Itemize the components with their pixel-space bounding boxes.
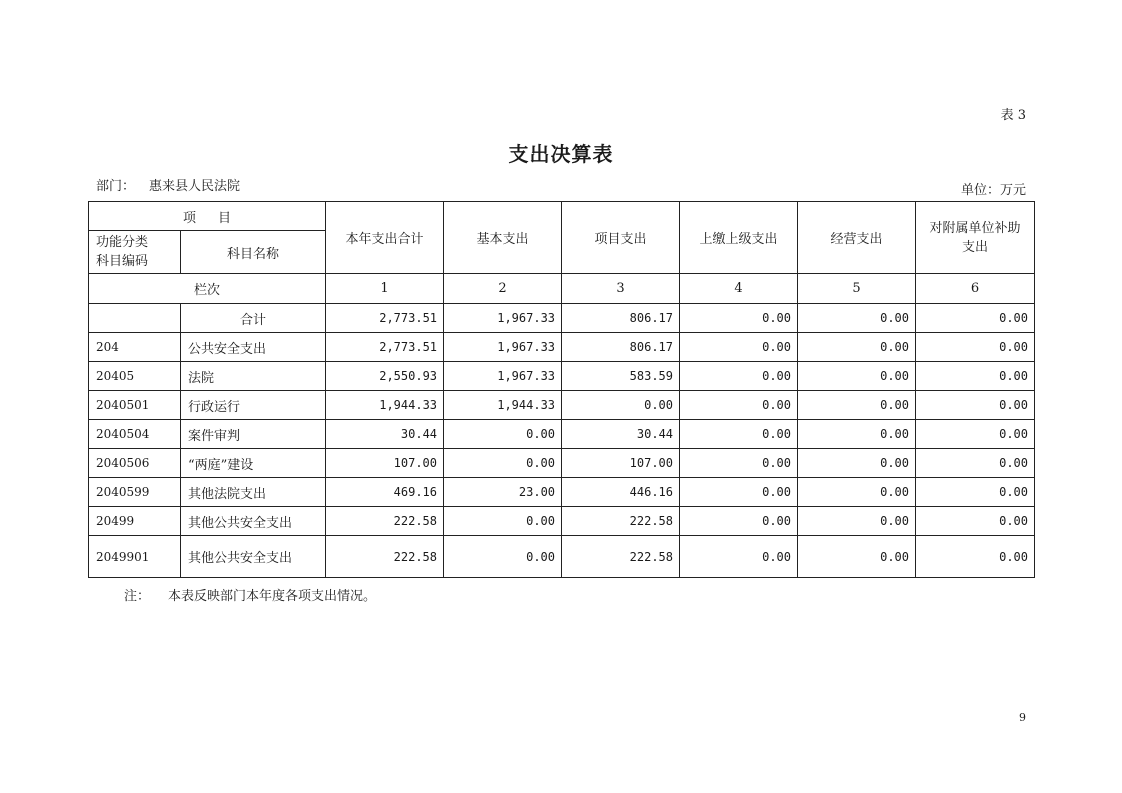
row-code: 2040506 [89,449,181,478]
column-number-1: 1 [326,274,444,304]
header-subject-name: 科目名称 [181,231,326,274]
row-subsidy: 0.00 [916,362,1035,391]
column-number-2: 2 [444,274,562,304]
row-name: 其他法院支出 [181,478,326,507]
row-operating: 0.00 [798,420,916,449]
row-name: 法院 [181,362,326,391]
header-func-code-line2: 科目编码 [96,254,149,269]
row-total: 107.00 [326,449,444,478]
row-operating: 0.00 [798,362,916,391]
header-operating: 经营支出 [798,202,916,274]
note-text: 本表反映部门本年度各项支出情况。 [168,589,377,604]
row-project: 806.17 [562,333,680,362]
total-row-operating: 0.00 [798,304,916,333]
row-project: 107.00 [562,449,680,478]
table-row [89,478,1035,507]
row-project: 30.44 [562,420,680,449]
row-basic: 0.00 [444,536,562,578]
column-number-3: 3 [562,274,680,304]
table-row [89,391,1035,420]
row-name: “两庭”建设 [181,449,326,478]
row-upper: 0.00 [680,449,798,478]
header-project: 项目支出 [562,202,680,274]
table-row [89,507,1035,536]
table-note [124,585,376,604]
header-item: 项目 [89,202,326,231]
row-operating: 0.00 [798,507,916,536]
column-number-6: 6 [916,274,1035,304]
row-upper: 0.00 [680,333,798,362]
row-subsidy: 0.00 [916,391,1035,420]
note-label: 注： [124,589,151,604]
row-name: 公共安全支出 [181,333,326,362]
row-project: 0.00 [562,391,680,420]
table-number: 表 3 [1000,108,1026,123]
row-total: 469.16 [326,478,444,507]
row-basic: 0.00 [444,507,562,536]
row-code: 2040599 [89,478,181,507]
row-name: 案件审判 [181,420,326,449]
row-operating: 0.00 [798,536,916,578]
department-line [96,175,240,194]
total-row-label: 合计 [181,304,326,333]
column-number-row [89,274,1035,304]
row-code: 2040504 [89,420,181,449]
expenditure-table [88,201,1035,578]
total-row [89,304,1035,333]
row-total: 222.58 [326,536,444,578]
row-project: 583.59 [562,362,680,391]
page-number: 9 [1019,711,1026,724]
row-code: 20405 [89,362,181,391]
header-row-1 [89,202,1035,231]
row-code: 2040501 [89,391,181,420]
row-project: 446.16 [562,478,680,507]
header-subsidy-line1: 对附属单位补助 [929,220,1021,236]
row-basic: 23.00 [444,478,562,507]
row-subsidy: 0.00 [916,449,1035,478]
row-basic: 1,944.33 [444,391,562,420]
header-func-code [89,231,181,274]
total-row-code [89,304,181,333]
row-subsidy: 0.00 [916,536,1035,578]
table-row [89,362,1035,391]
row-upper: 0.00 [680,478,798,507]
row-basic: 0.00 [444,449,562,478]
row-code: 204 [89,333,181,362]
row-total: 2,550.93 [326,362,444,391]
row-name: 行政运行 [181,391,326,420]
total-row-upper: 0.00 [680,304,798,333]
row-upper: 0.00 [680,507,798,536]
table-row [89,536,1035,578]
row-project: 222.58 [562,507,680,536]
table-row [89,420,1035,449]
row-operating: 0.00 [798,449,916,478]
column-number-label: 栏次 [89,274,326,304]
row-subsidy: 0.00 [916,333,1035,362]
row-code: 2049901 [89,536,181,578]
row-basic: 1,967.33 [444,333,562,362]
row-operating: 0.00 [798,333,916,362]
row-basic: 1,967.33 [444,362,562,391]
unit-label: 单位：万元 [960,183,1026,198]
row-upper: 0.00 [680,536,798,578]
row-upper: 0.00 [680,362,798,391]
row-subsidy: 0.00 [916,420,1035,449]
row-subsidy: 0.00 [916,478,1035,507]
total-row-basic: 1,967.33 [444,304,562,333]
row-total: 30.44 [326,420,444,449]
row-name: 其他公共安全支出 [181,536,326,578]
total-row-subsidy: 0.00 [916,304,1035,333]
row-total: 1,944.33 [326,391,444,420]
row-total: 222.58 [326,507,444,536]
row-code: 20499 [89,507,181,536]
row-name: 其他公共安全支出 [181,507,326,536]
department-value: 惠来县人民法院 [149,179,241,194]
department-label: 部门： [96,179,136,194]
row-operating: 0.00 [798,478,916,507]
column-number-4: 4 [680,274,798,304]
table-row [89,449,1035,478]
row-basic: 0.00 [444,420,562,449]
table-row [89,333,1035,362]
header-basic: 基本支出 [444,202,562,274]
row-project: 222.58 [562,536,680,578]
row-operating: 0.00 [798,391,916,420]
header-total: 本年支出合计 [326,202,444,274]
row-upper: 0.00 [680,391,798,420]
column-number-5: 5 [798,274,916,304]
page-title: 支出决算表 [508,142,614,166]
total-row-project: 806.17 [562,304,680,333]
row-upper: 0.00 [680,420,798,449]
header-subsidy [916,202,1035,274]
header-subsidy-line2: 支出 [962,239,989,255]
header-func-code-line1: 功能分类 [96,235,149,250]
header-upper: 上缴上级支出 [680,202,798,274]
row-subsidy: 0.00 [916,507,1035,536]
total-row-total: 2,773.51 [326,304,444,333]
row-total: 2,773.51 [326,333,444,362]
